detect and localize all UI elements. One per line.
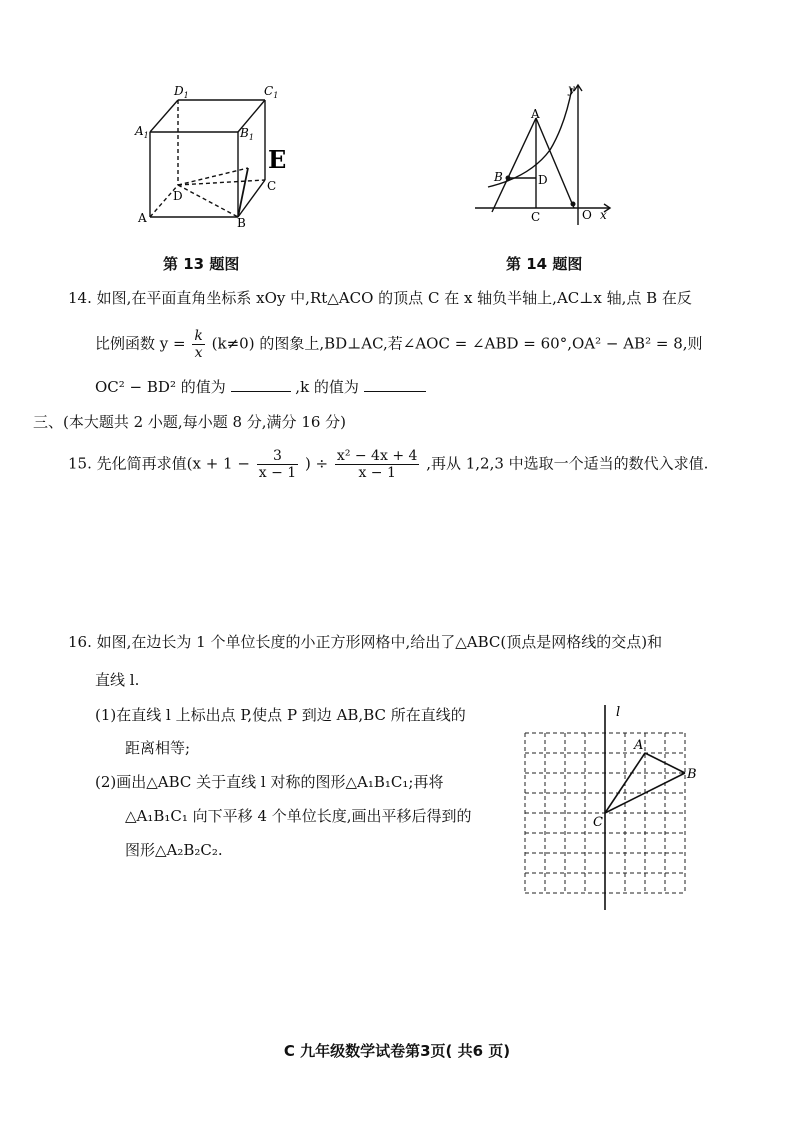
label-c: C [531,210,541,224]
fraction-quadratic-over-x-minus-1 [335,448,419,481]
label-b: B [237,216,246,230]
question-15 [68,448,708,481]
question-16-line-2: 直线 l. [95,671,140,689]
label-x: x [600,208,607,222]
question-number: 16. [68,633,92,651]
label-d: D [538,173,548,187]
question-16-part-2-b: △A₁B₁C₁ 向下平移 4 个单位长度,画出平移后得到的 [125,807,472,825]
question-text: (k≠0) 的图象上,BD⊥AC,若∠AOC = ∠ABD = 60°,OA² − AB² = 8,则 [211,334,703,353]
label-c: C [593,815,603,830]
denominator: x [194,345,203,361]
question-16-part-2-a: (2)画出△ABC 关于直线 l 对称的图形△A₁B₁C₁;再将 [95,773,444,791]
question-16-line-1 [68,632,662,652]
label-a: A [138,211,147,225]
label-b1: $B_1$ [240,126,254,142]
denominator: x − 1 [258,465,297,481]
figure-13-caption: 第 13 题图 [163,255,240,273]
page-footer: C 九年级数学试卷第3页( 共6 页) [283,1042,511,1060]
answer-blank-2[interactable] [364,377,426,392]
question-text: 比例函数 y = [95,334,186,353]
section-3-heading: 三、(本大题共 2 小题,每小题 8 分,满分 16 分) [33,413,347,431]
numerator: x² − 4x + 4 [336,448,418,464]
question-text: 先化简再求值(x + 1 − [96,454,250,473]
question-text: 如图,在边长为 1 个单位长度的小正方形网格中,给出了△ABC(顶点是网格线的交点)和 [96,633,663,651]
answer-blank-1[interactable] [231,377,291,392]
figure-14-coordinate [470,80,620,230]
label-o: O [582,208,592,222]
label-l: l [616,705,621,720]
fraction-3-over-x-minus-1 [257,448,298,481]
question-number: 15. [68,454,92,473]
question-text: OC² − BD² 的值为 [95,378,226,396]
question-14-line-1 [68,288,692,308]
label-a: A [634,738,644,753]
numerator: k [194,328,203,344]
question-16-part-1-a: (1)在直线 l 上标出点 P,使点 P 到边 AB,BC 所在直线的 [95,706,466,724]
label-d: D [173,189,183,203]
question-text: 如图,在平面直角坐标系 xOy 中,Rt△ACO 的顶点 C 在 x 轴负半轴上,AC⊥x 轴,点 B 在反 [96,289,692,307]
question-14-line-3 [95,377,426,397]
label-y: y [568,82,575,96]
label-c: C [267,179,277,193]
label-e: E [268,145,287,174]
question-text: ) ÷ [304,454,329,473]
question-text: ,k 的值为 [295,378,359,396]
question-number: 14. [68,289,92,307]
label-c1: $C_1$ [264,84,279,100]
question-16-part-2-c: 图形△A₂B₂C₂. [125,841,223,859]
question-14-line-2 [95,328,703,361]
label-d1: $D_1$ [174,84,189,100]
label-a: A [531,107,540,121]
question-16-part-1-b: 距离相等; [125,739,191,757]
figure-16-grid [520,700,710,915]
figure-13-cube [130,80,290,230]
label-a1: $A_1$ [135,124,149,140]
label-b: B [687,767,697,782]
label-b: B [494,170,503,184]
figure-14-caption: 第 14 题图 [506,255,583,273]
numerator: 3 [257,448,298,465]
denominator: x − 1 [358,465,396,481]
question-text: ,再从 1,2,3 中选取一个适当的数代入求值. [426,454,709,473]
fraction-k-over-x [192,328,204,361]
